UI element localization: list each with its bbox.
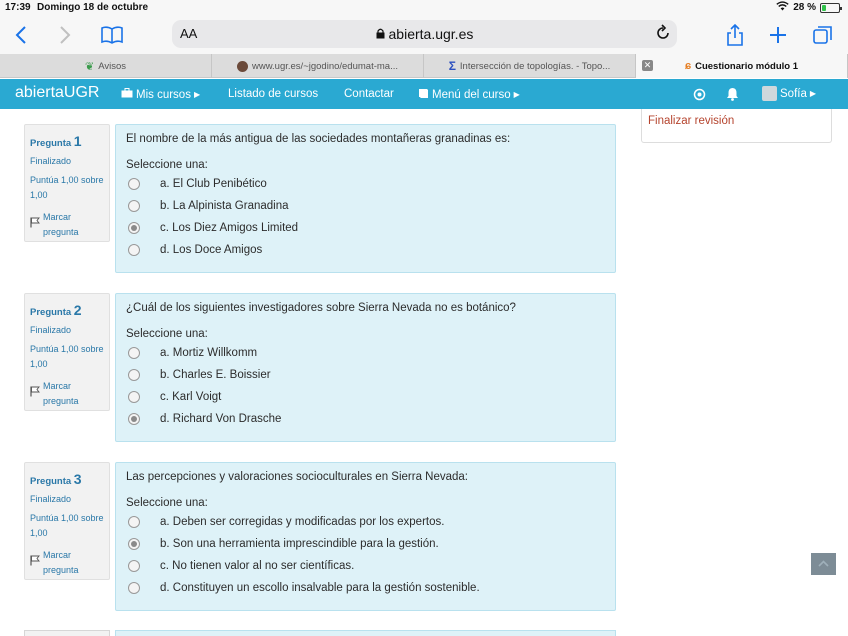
- status-bar: [0, 0, 848, 16]
- tab-topologias[interactable]: [424, 54, 636, 78]
- battery-percent: 28 %: [793, 2, 816, 13]
- flag-icon: [30, 555, 40, 571]
- answer-label: a. Deben ser corregidas y modificadas por los expertos.: [160, 516, 445, 528]
- answer-prompt: Seleccione una:: [126, 159, 208, 171]
- status-time: 17:39: [5, 2, 31, 13]
- tab-strip: [0, 54, 848, 78]
- answer-label: a. Mortiz Willkomm: [160, 347, 258, 359]
- close-tab-icon[interactable]: ✕: [643, 60, 652, 70]
- answer-label: b. La Alpinista Granadina: [160, 200, 289, 212]
- question-score: Puntúa 1,00 sobre 1,00: [30, 175, 104, 201]
- question-number: Pregunta 3: [30, 471, 82, 487]
- bookmarks-icon[interactable]: [99, 22, 125, 48]
- question-4-info-partial: [24, 630, 110, 636]
- battery-icon: [820, 3, 840, 13]
- url-text: [172, 26, 677, 42]
- nav-label: Menú del curso: [432, 88, 511, 101]
- answer-radio[interactable]: [128, 516, 140, 528]
- question-info: [24, 124, 110, 242]
- question-text: Las percepciones y valoraciones socioculturales en Sierra Nevada:: [126, 471, 468, 483]
- bell-icon[interactable]: [726, 87, 739, 106]
- answer-radio[interactable]: [128, 222, 140, 234]
- answer-option[interactable]: [126, 386, 605, 408]
- tab-cuestionario[interactable]: [636, 54, 848, 78]
- question-state: Finalizado: [30, 155, 72, 166]
- question-info: [24, 462, 110, 580]
- quiz-navigation-block: [641, 109, 832, 143]
- question-content: [115, 124, 616, 273]
- back-to-top-button[interactable]: [811, 553, 836, 575]
- tabs-overview-icon[interactable]: [810, 22, 836, 48]
- address-bar[interactable]: [172, 20, 677, 48]
- answer-prompt: Seleccione una:: [126, 497, 208, 509]
- status-right: [776, 1, 840, 14]
- answer-label: c. Los Diez Amigos Limited: [160, 222, 299, 234]
- answer-label: d. Constituyen un escollo insalvable para la gestión sostenible.: [160, 582, 480, 594]
- ugr-crest-icon: [237, 61, 248, 72]
- answer-option[interactable]: [126, 364, 605, 386]
- question-4-content-partial: [115, 630, 616, 636]
- caret-right-icon: ▶: [193, 90, 201, 99]
- answer-option[interactable]: [126, 239, 605, 261]
- flag-icon: [30, 386, 40, 402]
- new-tab-icon[interactable]: [765, 22, 791, 48]
- tab-label: www.ugr.es/~jgodino/edumat-ma...: [251, 60, 398, 72]
- moodle-icon: ɕ: [684, 60, 692, 72]
- site-navbar: [0, 79, 848, 109]
- nav-my-courses[interactable]: [121, 88, 200, 101]
- answer-option[interactable]: [126, 342, 605, 364]
- wifi-icon: [776, 1, 789, 14]
- tab-edumat[interactable]: [212, 54, 424, 78]
- flag-question-button[interactable]: [30, 379, 104, 410]
- share-icon[interactable]: [722, 22, 748, 48]
- flag-label: Marcar pregunta: [43, 549, 79, 575]
- answer-radio[interactable]: [128, 413, 140, 425]
- text-size-button[interactable]: AA: [180, 26, 198, 41]
- page-content: [0, 109, 848, 636]
- tab-label: Avisos: [98, 60, 127, 72]
- target-icon[interactable]: [693, 88, 706, 106]
- answer-radio[interactable]: [128, 178, 140, 190]
- tab-avisos[interactable]: [0, 54, 212, 78]
- answer-option[interactable]: [126, 555, 605, 577]
- question-content: [115, 293, 616, 442]
- user-menu[interactable]: [762, 86, 816, 101]
- answer-option[interactable]: [126, 533, 605, 555]
- flag-question-button[interactable]: [30, 548, 104, 579]
- answer-radio[interactable]: [128, 538, 140, 550]
- flag-label: Marcar pregunta: [43, 211, 79, 237]
- question-score: Puntúa 1,00 sobre 1,00: [30, 513, 104, 539]
- answer-radio[interactable]: [128, 244, 140, 256]
- answer-radio[interactable]: [128, 200, 140, 212]
- answer-option[interactable]: [126, 173, 605, 195]
- answer-label: b. Son una herramienta imprescindible para la gestión.: [160, 538, 439, 550]
- nav-course-list[interactable]: Listado de cursos: [228, 88, 319, 100]
- url-label: abierta.ugr.es: [388, 26, 474, 42]
- site-brand[interactable]: abiertaUGR: [15, 84, 100, 101]
- caret-right-icon: ▶: [809, 89, 817, 98]
- briefcase-icon: [121, 88, 133, 101]
- nav-label: Mis cursos: [136, 88, 191, 101]
- flag-icon: [30, 217, 40, 233]
- flag-question-button[interactable]: [30, 210, 104, 241]
- status-date: Domingo 18 de octubre: [37, 2, 149, 13]
- battery-fill: [822, 5, 826, 11]
- answer-option[interactable]: [126, 408, 605, 430]
- tab-label: Intersección de topologías. - Topo...: [459, 60, 611, 72]
- answer-label: a. El Club Penibético: [160, 178, 267, 190]
- question-text: El nombre de la más antigua de las sociedades montañeras granadinas es:: [126, 133, 511, 145]
- answer-option[interactable]: [126, 195, 605, 217]
- answer-label: c. No tienen valor al no ser científicas.: [160, 560, 355, 572]
- answer-label: d. Los Doce Amigos: [160, 244, 263, 256]
- answer-option[interactable]: [126, 217, 605, 239]
- answer-option[interactable]: [126, 511, 605, 533]
- answer-radio[interactable]: [128, 560, 140, 572]
- reload-icon[interactable]: [655, 24, 671, 47]
- back-icon[interactable]: [8, 22, 34, 48]
- browser-toolbar: [0, 16, 848, 54]
- sigma-icon: Σ: [448, 59, 456, 73]
- arrow-up-icon: [811, 553, 836, 575]
- answer-radio[interactable]: [128, 391, 140, 403]
- flag-label: Marcar pregunta: [43, 380, 79, 406]
- finish-review-link[interactable]: Finalizar revisión: [648, 115, 735, 127]
- leaf-icon: ❦: [84, 60, 95, 73]
- question-content: [115, 462, 616, 611]
- caret-right-icon: ▶: [513, 90, 520, 99]
- answer-label: b. Charles E. Boissier: [160, 369, 271, 381]
- answer-label: d. Richard Von Drasche: [160, 413, 282, 425]
- question-number: Pregunta 1: [30, 133, 82, 149]
- question-text: ¿Cuál de los siguientes investigadores sobre Sierra Nevada no es botánico?: [126, 302, 516, 314]
- answer-prompt: Seleccione una:: [126, 328, 208, 340]
- book-icon: [418, 88, 429, 101]
- answer-label: c. Karl Voigt: [160, 391, 222, 403]
- tab-label: Cuestionario módulo 1: [695, 60, 799, 72]
- question-score: Puntúa 1,00 sobre 1,00: [30, 344, 104, 370]
- forward-icon[interactable]: [52, 22, 78, 48]
- user-name: Sofía: [780, 87, 807, 100]
- nav-course-menu[interactable]: [418, 88, 520, 101]
- answer-radio[interactable]: [128, 369, 140, 381]
- avatar: [762, 86, 777, 101]
- answer-radio[interactable]: [128, 347, 140, 359]
- nav-contact[interactable]: Contactar: [344, 88, 394, 100]
- question-number: Pregunta 2: [30, 302, 82, 318]
- question-state: Finalizado: [30, 493, 72, 504]
- question-state: Finalizado: [30, 324, 72, 335]
- lock-icon: [376, 28, 385, 39]
- question-info: [24, 293, 110, 411]
- answer-option[interactable]: [126, 577, 605, 599]
- answer-radio[interactable]: [128, 582, 140, 594]
